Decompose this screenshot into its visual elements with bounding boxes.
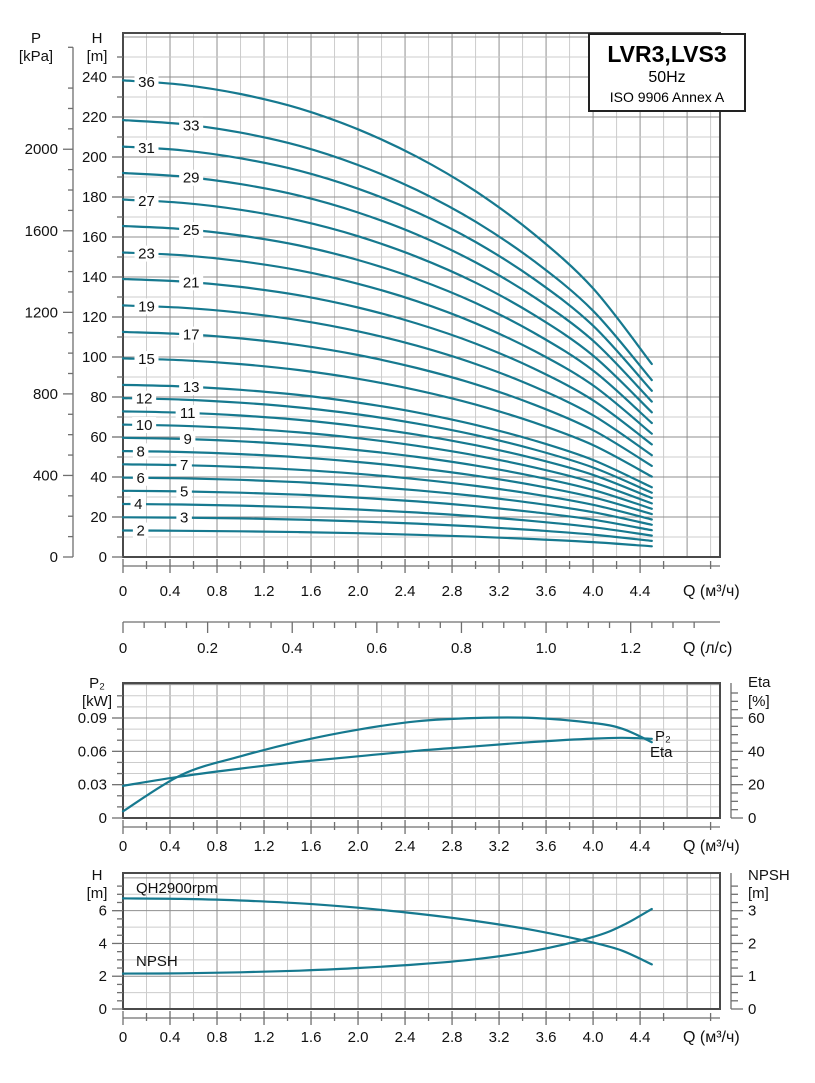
x-axis-tick-label: 2.0 [347,838,369,855]
x-axis-tick-label: 0 [118,583,128,600]
lps-tick-label: 0.4 [281,640,303,657]
lps-tick-label: 0.6 [366,640,388,657]
lps-axis-unit-label: Q (л/с) [683,640,733,657]
lps-tick-label: 0.8 [451,640,472,657]
x-axis-tick-label: 2.4 [394,838,416,855]
x-axis-tick-label: 0 [118,838,128,855]
stage-curve-label: 12 [135,390,153,408]
pressure-axis-title: P [30,30,42,47]
x-axis-tick-label: 4.4 [629,1029,651,1046]
curve-name-label-P₂: P₂ [655,728,671,745]
x-axis-tick-label: 2.8 [441,583,463,600]
x-axis-tick-label: 1.6 [300,838,322,855]
curve-P₂ [123,738,652,786]
pressure-axis-unit: [kPa] [18,48,54,65]
x-axis-tick-label: 3.2 [488,1029,510,1046]
frequency-label: 50Hz [648,69,686,86]
left-axis-title: P₂ [89,675,105,692]
y-axis-tick-label: 220 [81,109,107,126]
stage-curve-label: 17 [182,326,200,344]
pressure-tick-label: 400 [32,467,58,485]
stage-curve-label: 29 [182,169,200,187]
right-axis-unit: [m] [748,885,769,902]
y-axis-tick-label: 2 [98,968,107,986]
curve-QH2900rpm [123,898,652,964]
stage-curve-label: 31 [138,140,155,158]
stage-curve-label: 36 [138,74,155,92]
right-axis-tick-label: 60 [748,710,765,727]
x-axis-tick-label: 0.4 [159,838,181,855]
stage-curve-label: 33 [182,117,200,135]
curves [123,80,652,546]
y-axis-tick-label: 0 [98,549,107,566]
stage-curve-label: 23 [138,245,155,263]
y-axis-tick-label: 6 [98,902,107,920]
right-axis [731,867,790,1018]
x-axis-tick-label: 0.4 [159,1029,181,1046]
curve-name-label-Eta: Eta [650,744,673,761]
y-axis-tick-label: 120 [81,309,107,326]
y-axis-tick-label: 0.06 [77,743,107,761]
right-axis-tick-label: 1 [748,968,757,986]
power_efficiency-chart [78,674,771,855]
x-axis [119,559,740,600]
stage-curve-label: 8 [136,443,145,461]
head-axis-unit: [m] [86,48,108,65]
right-axis-tick-label: 3 [748,902,757,920]
x-axis-tick-label: 1.2 [253,1029,275,1046]
pressure-tick-label: 0 [49,549,58,566]
x-axis-tick-label: 2.8 [441,1029,463,1046]
y-axis-tick-label: 80 [90,389,107,406]
x-axis-tick-label: 1.6 [300,1029,322,1046]
y-axis-tick-label: 200 [81,149,107,166]
right-axis-title: NPSH [748,867,790,884]
y-axis-tick-label: 100 [81,349,107,366]
x-axis-tick-label: 0.8 [206,583,228,600]
qh_npsh-chart [87,867,790,1046]
x-axis-tick-label: 4.0 [582,838,604,855]
head-axis-title: H [91,30,103,47]
left-axis [99,886,123,1018]
x-axis-tick-label: 3.6 [535,838,557,855]
curve-stage-17 [123,332,652,466]
x-axis [119,820,740,855]
x-axis-tick-label: 3.6 [535,1029,557,1046]
left-axis [82,57,123,566]
y-axis-tick-label: 140 [81,269,107,286]
right-axis-title: Eta [748,674,771,691]
x-axis-tick-label: 3.2 [488,583,510,600]
lps-tick-label: 0.2 [197,640,219,657]
x-axis [119,1011,740,1046]
right-axis [731,674,771,827]
x-axis-tick-label: 1.6 [300,583,322,600]
right-axis-unit: [%] [748,693,770,710]
y-axis-tick-label: 160 [81,229,107,246]
x-axis-tick-label: 2.4 [394,1029,416,1046]
x-axis-tick-label: 2.8 [441,838,463,855]
x-axis-unit-label: Q (м³/ч) [683,583,740,600]
x-axis-tick-label: 3.6 [535,583,557,600]
left-axis-unit: [kW] [82,693,112,710]
lps-tick-label: 1.2 [620,640,642,657]
right-axis-tick-label: 0 [748,810,757,827]
left-axis-unit: [m] [86,885,108,902]
y-axis-tick-label: 240 [81,69,107,86]
curves [123,898,652,973]
lps-tick-label: 1.0 [535,640,557,657]
iso-standard-label: ISO 9906 Annex A [609,89,725,105]
title-box [588,33,746,112]
stage-curve-label: 6 [136,469,145,487]
x-axis-lps [119,622,733,657]
right-axis-tick-label: 40 [748,743,765,761]
curve-name-label-QH2900rpm: QH2900rpm [136,880,218,897]
right-axis-tick-label: 0 [748,1001,757,1018]
stage-curve-label: 27 [138,192,155,210]
curves [123,717,652,811]
x-axis-unit-label: Q (м³/ч) [683,1029,740,1046]
right-axis-tick-label: 2 [748,935,757,953]
x-axis-tick-label: 4.0 [582,583,604,600]
curve-NPSH [123,909,652,974]
left-axis-title: H [91,867,103,884]
pressure-tick-label: 1600 [24,222,58,240]
x-axis-tick-label: 0.8 [206,1029,228,1046]
stage-curve-label: 2 [136,522,145,540]
stage-curve-label: 4 [134,496,143,514]
lps-tick-label: 0 [118,640,128,657]
pump-model-title: LVR3,LVS3 [607,41,727,67]
x-axis-unit-label: Q (м³/ч) [683,838,740,855]
y-axis-tick-label: 4 [98,935,107,953]
stage-curve-label: 9 [183,431,192,449]
pressure-axis [19,30,73,566]
y-axis-tick-label: 40 [90,469,107,486]
stage-curve-label: 11 [179,404,196,422]
x-axis-tick-label: 4.0 [582,1029,604,1046]
stage-curve-label: 13 [182,378,200,396]
pressure-tick-label: 1200 [24,304,58,322]
x-axis-tick-label: 2.4 [394,583,416,600]
stage-curve-label: 19 [138,298,155,316]
y-axis-tick-label: 0.09 [77,710,107,727]
y-axis-tick-label: 180 [81,189,107,206]
x-axis-tick-label: 0.4 [159,583,181,600]
stage-curve-label: 15 [138,351,155,369]
x-axis-tick-label: 2.0 [347,1029,369,1046]
x-axis-tick-label: 0 [118,1029,128,1046]
curve-stage-9 [123,438,652,509]
y-axis-tick-label: 0 [98,1001,107,1018]
pressure-tick-label: 800 [32,385,58,403]
y-axis-tick-label: 0.03 [77,776,107,794]
stage-curve-label: 10 [135,417,153,435]
x-axis-tick-label: 4.4 [629,838,651,855]
stage-curve-label: 7 [179,457,189,475]
stage-curve-label: 21 [182,274,200,292]
stage-curve-label: 25 [182,222,200,240]
stage-curve-label: 5 [179,483,189,501]
x-axis-tick-label: 1.2 [253,838,275,855]
x-axis-tick-label: 3.2 [488,838,510,855]
y-axis-tick-label: 0 [98,810,107,827]
x-axis-tick-label: 2.0 [347,583,369,600]
curve-Eta [123,717,652,811]
right-axis-tick-label: 20 [748,776,765,794]
y-axis-tick-label: 60 [90,429,107,446]
pressure-tick-label: 2000 [24,141,58,159]
left-axis [78,696,123,827]
curve-name-label-NPSH: NPSH [136,953,178,970]
stage-curve-label: 3 [179,509,189,527]
x-axis-tick-label: 0.8 [206,838,228,855]
x-axis-tick-label: 1.2 [253,583,275,600]
main_qh-chart [19,30,740,657]
y-axis-tick-label: 20 [90,509,107,526]
x-axis-tick-label: 4.4 [629,583,651,600]
